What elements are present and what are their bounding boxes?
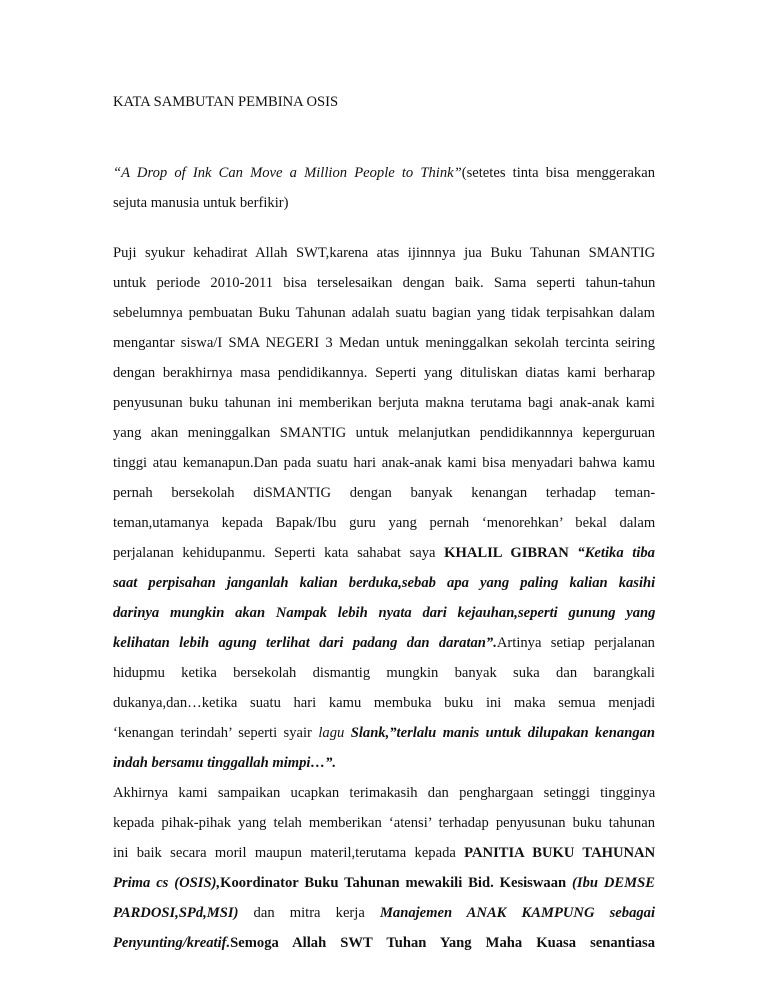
paragraph-line xyxy=(113,928,655,958)
text-run: perjalanan kehidupanmu. Seperti kata sahabat saya xyxy=(113,545,445,561)
coordinator-name: (Ibu DEMSE xyxy=(572,875,655,891)
page-title: KATA SAMBUTAN PEMBINA OSIS xyxy=(113,94,339,110)
committee-name: PANITIA BUKU TAHUNAN xyxy=(464,845,656,861)
paragraph-line: pernah bersekolah diSMANTIG dengan banyak kenangan terhadap teman- xyxy=(113,485,656,501)
partner-role: Penyunting/kreatif. xyxy=(113,935,231,951)
paragraph-line: untuk periode 2010-2011 bisa terselesaikan dengan baik. Sama seperti tahun-tahun xyxy=(113,275,656,291)
paragraph-line xyxy=(113,538,655,568)
paragraph-line xyxy=(113,898,655,928)
motto-translation: (setetes tinta bisa menggerakan xyxy=(461,165,655,181)
paragraph-line xyxy=(113,628,655,658)
coordinator-text: Koordinator Buku Tahunan mewakili Bid. Kesiswaan xyxy=(220,875,573,891)
paragraph-line: mengantar siswa/I SMA NEGERI 3 Medan untuk meninggalkan sekolah tercinta seiring xyxy=(113,335,655,351)
paragraph-line xyxy=(113,838,655,868)
paragraph-line: tinggi atau kemanapun.Dan pada suatu hari anak-anak kami bisa menyadari bahwa kamu xyxy=(113,455,655,471)
gibran-quote: darinya mungkin akan Nampak lebih nyata dari kejauhan,seperti gunung yang xyxy=(113,605,656,621)
paragraph-line: hidupmu ketika bersekolah dismantig mungkin banyak suka dan barangkali xyxy=(113,665,655,681)
body-text xyxy=(113,238,655,958)
paragraph-line: penyusunan buku tahunan ini memberikan berjuta makna terutama bagi anak-anak kami xyxy=(113,395,655,411)
coordinator-name: PARDOSI,SPd,MSI) xyxy=(113,905,239,921)
song-lyric: Slank,”terlalu manis untuk dilupakan kenangan xyxy=(344,725,656,741)
closing-prayer: Semoga Allah SWT Tuhan Yang Maha Kuasa senantiasa xyxy=(230,935,655,951)
paragraph-line xyxy=(113,718,655,748)
author-name: KHALIL GIBRAN xyxy=(444,545,569,561)
paragraph-line: teman,utamanya kepada Bapak/Ibu guru yang pernah ‘menorehkan’ bekal dalam xyxy=(113,515,656,531)
paragraph-line: sejuta manusia untuk berfikir) xyxy=(113,195,289,211)
text-run: dan mitra kerja xyxy=(238,905,380,921)
song-lyric: indah bersamu tinggallah mimpi…”. xyxy=(113,755,337,771)
paragraph-line xyxy=(113,868,655,898)
text-run: ini baik secara moril maupun materil,terutama kepada xyxy=(113,845,465,861)
paragraph-line: kepada pihak-pihak yang telah memberikan ‘atensi’ terhadap penyusunan buku tahunan xyxy=(113,815,655,831)
paragraph-line: dukanya,dan…ketika suatu hari kamu membuka buku ini maka semua menjadi xyxy=(113,695,656,711)
text-run: ‘kenangan terindah’ seperti syair xyxy=(113,725,319,741)
text-run: Artinya setiap perjalanan xyxy=(496,635,655,651)
gibran-quote: “Ketika tiba xyxy=(568,545,655,561)
partner-name: Manajemen ANAK KAMPUNG sebagai xyxy=(379,905,656,921)
gibran-quote: saat perpisahan janganlah kalian berduka,sebab apa yang paling kalian kasihi xyxy=(113,575,656,591)
paragraph-line: yang akan meninggalkan SMANTIG untuk melanjutkan pendidikannnya keperguruan xyxy=(113,425,655,441)
gibran-quote: kelihatan lebih agung terlihat dari padang dan daratan”. xyxy=(113,635,497,651)
paragraph-line: Akhirnya kami sampaikan ucapkan terimakasih dan penghargaan setinggi tingginya xyxy=(113,785,656,801)
paragraph-line: dengan berakhirnya masa pendidikannya. Seperti yang dituliskan diatas kami berharap xyxy=(113,365,655,381)
paragraph-line: Puji syukur kehadirat Allah SWT,karena atas ijinnnya jua Buku Tahunan SMANTIG xyxy=(113,245,656,261)
motto-quote: “A Drop of Ink Can Move a Million People to Think” xyxy=(113,165,462,181)
committee-name: Prima cs (OSIS), xyxy=(113,875,221,891)
paragraph-line xyxy=(113,158,655,188)
paragraph-line: sebelumnya pembuatan Buku Tahunan adalah suatu bagian yang tidak terpisahkan dalam xyxy=(113,305,655,321)
quote-paragraph xyxy=(113,158,655,218)
italic-word: lagu xyxy=(318,725,345,741)
